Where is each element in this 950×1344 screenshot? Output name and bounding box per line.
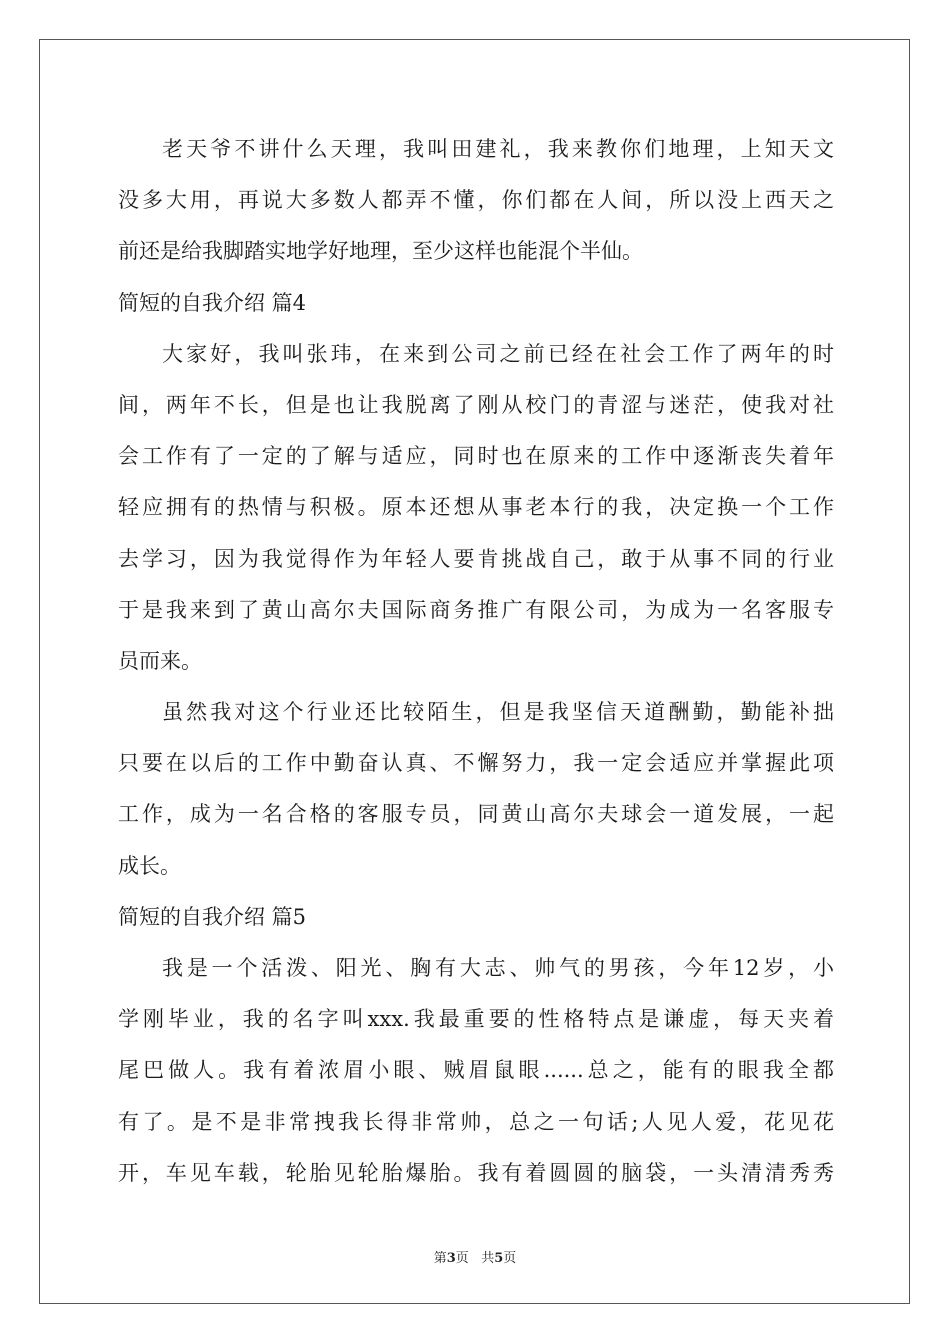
- section-heading: 简短的自我介绍 篇4: [118, 290, 307, 315]
- footer-total-prefix: 共: [481, 1251, 495, 1266]
- paragraph-line: 间，两年不长，但是也让我脱离了刚从校门的青涩与迷茫，使我对社: [118, 392, 834, 417]
- paragraph-line: 会工作有了一定的了解与适应，同时也在原来的工作中逐渐丧失着年: [118, 444, 834, 469]
- paragraph-line: 学刚毕业，我的名字叫xxx.我最重要的性格特点是谦虚，每天夹着: [118, 1007, 834, 1032]
- paragraph-line: 有了。是不是非常拽我长得非常帅，总之一句话;人见人爱，花见花: [118, 1109, 834, 1134]
- paragraph-line: 开，车见车载，轮胎见轮胎爆胎。我有着圆圆的脑袋，一头清清秀秀: [118, 1160, 834, 1185]
- footer-total-unit: 页: [503, 1251, 517, 1266]
- paragraph-line: 员而来。: [118, 648, 202, 673]
- paragraph-line: 去学习，因为我觉得作为年轻人要肯挑战自己，敢于从事不同的行业: [118, 546, 834, 571]
- paragraph-line: 虽然我对这个行业还比较陌生，但是我坚信天道酬勤，勤能补拙: [162, 700, 834, 725]
- paragraph-line: 轻应拥有的热情与积极。原本还想从事老本行的我，决定换一个工作: [118, 495, 834, 520]
- paragraph-line: 没多大用，再说大多数人都弄不懂，你们都在人间，所以没上西天之: [118, 188, 834, 213]
- paragraph-line: 我是一个活泼、阳光、胸有大志、帅气的男孩，今年12岁，小: [162, 956, 834, 980]
- paragraph-line: 老天爷不讲什么天理，我叫田建礼，我来教你们地理，上知天文: [162, 137, 834, 161]
- total-pages: 5: [494, 1251, 504, 1266]
- footer-prefix: 第: [433, 1251, 447, 1266]
- paragraph-line: 只要在以后的工作中勤奋认真、不懈努力，我一定会适应并掌握此项: [118, 751, 834, 776]
- paragraph-line: 成长。: [118, 853, 181, 878]
- paragraph-line: 尾巴做人。我有着浓眉小眼、贼眉鼠眼......总之，能有的眼我全都: [118, 1058, 834, 1083]
- footer-page-unit: 页: [455, 1251, 469, 1266]
- page-footer: [0, 1247, 950, 1266]
- section-heading: 简短的自我介绍 篇5: [118, 904, 307, 929]
- paragraph-line: 工作，成为一名合格的客服专员，同黄山高尔夫球会一道发展，一起: [118, 802, 834, 827]
- paragraph-line: 前还是给我脚踏实地学好地理，至少这样也能混个半仙。: [118, 239, 643, 264]
- document-body: [118, 124, 834, 1199]
- page-number: 3: [446, 1251, 456, 1266]
- paragraph-line: 大家好，我叫张玮，在来到公司之前已经在社会工作了两年的时: [162, 341, 834, 366]
- paragraph-line: 于是我来到了黄山高尔夫国际商务推广有限公司，为成为一名客服专: [118, 597, 834, 622]
